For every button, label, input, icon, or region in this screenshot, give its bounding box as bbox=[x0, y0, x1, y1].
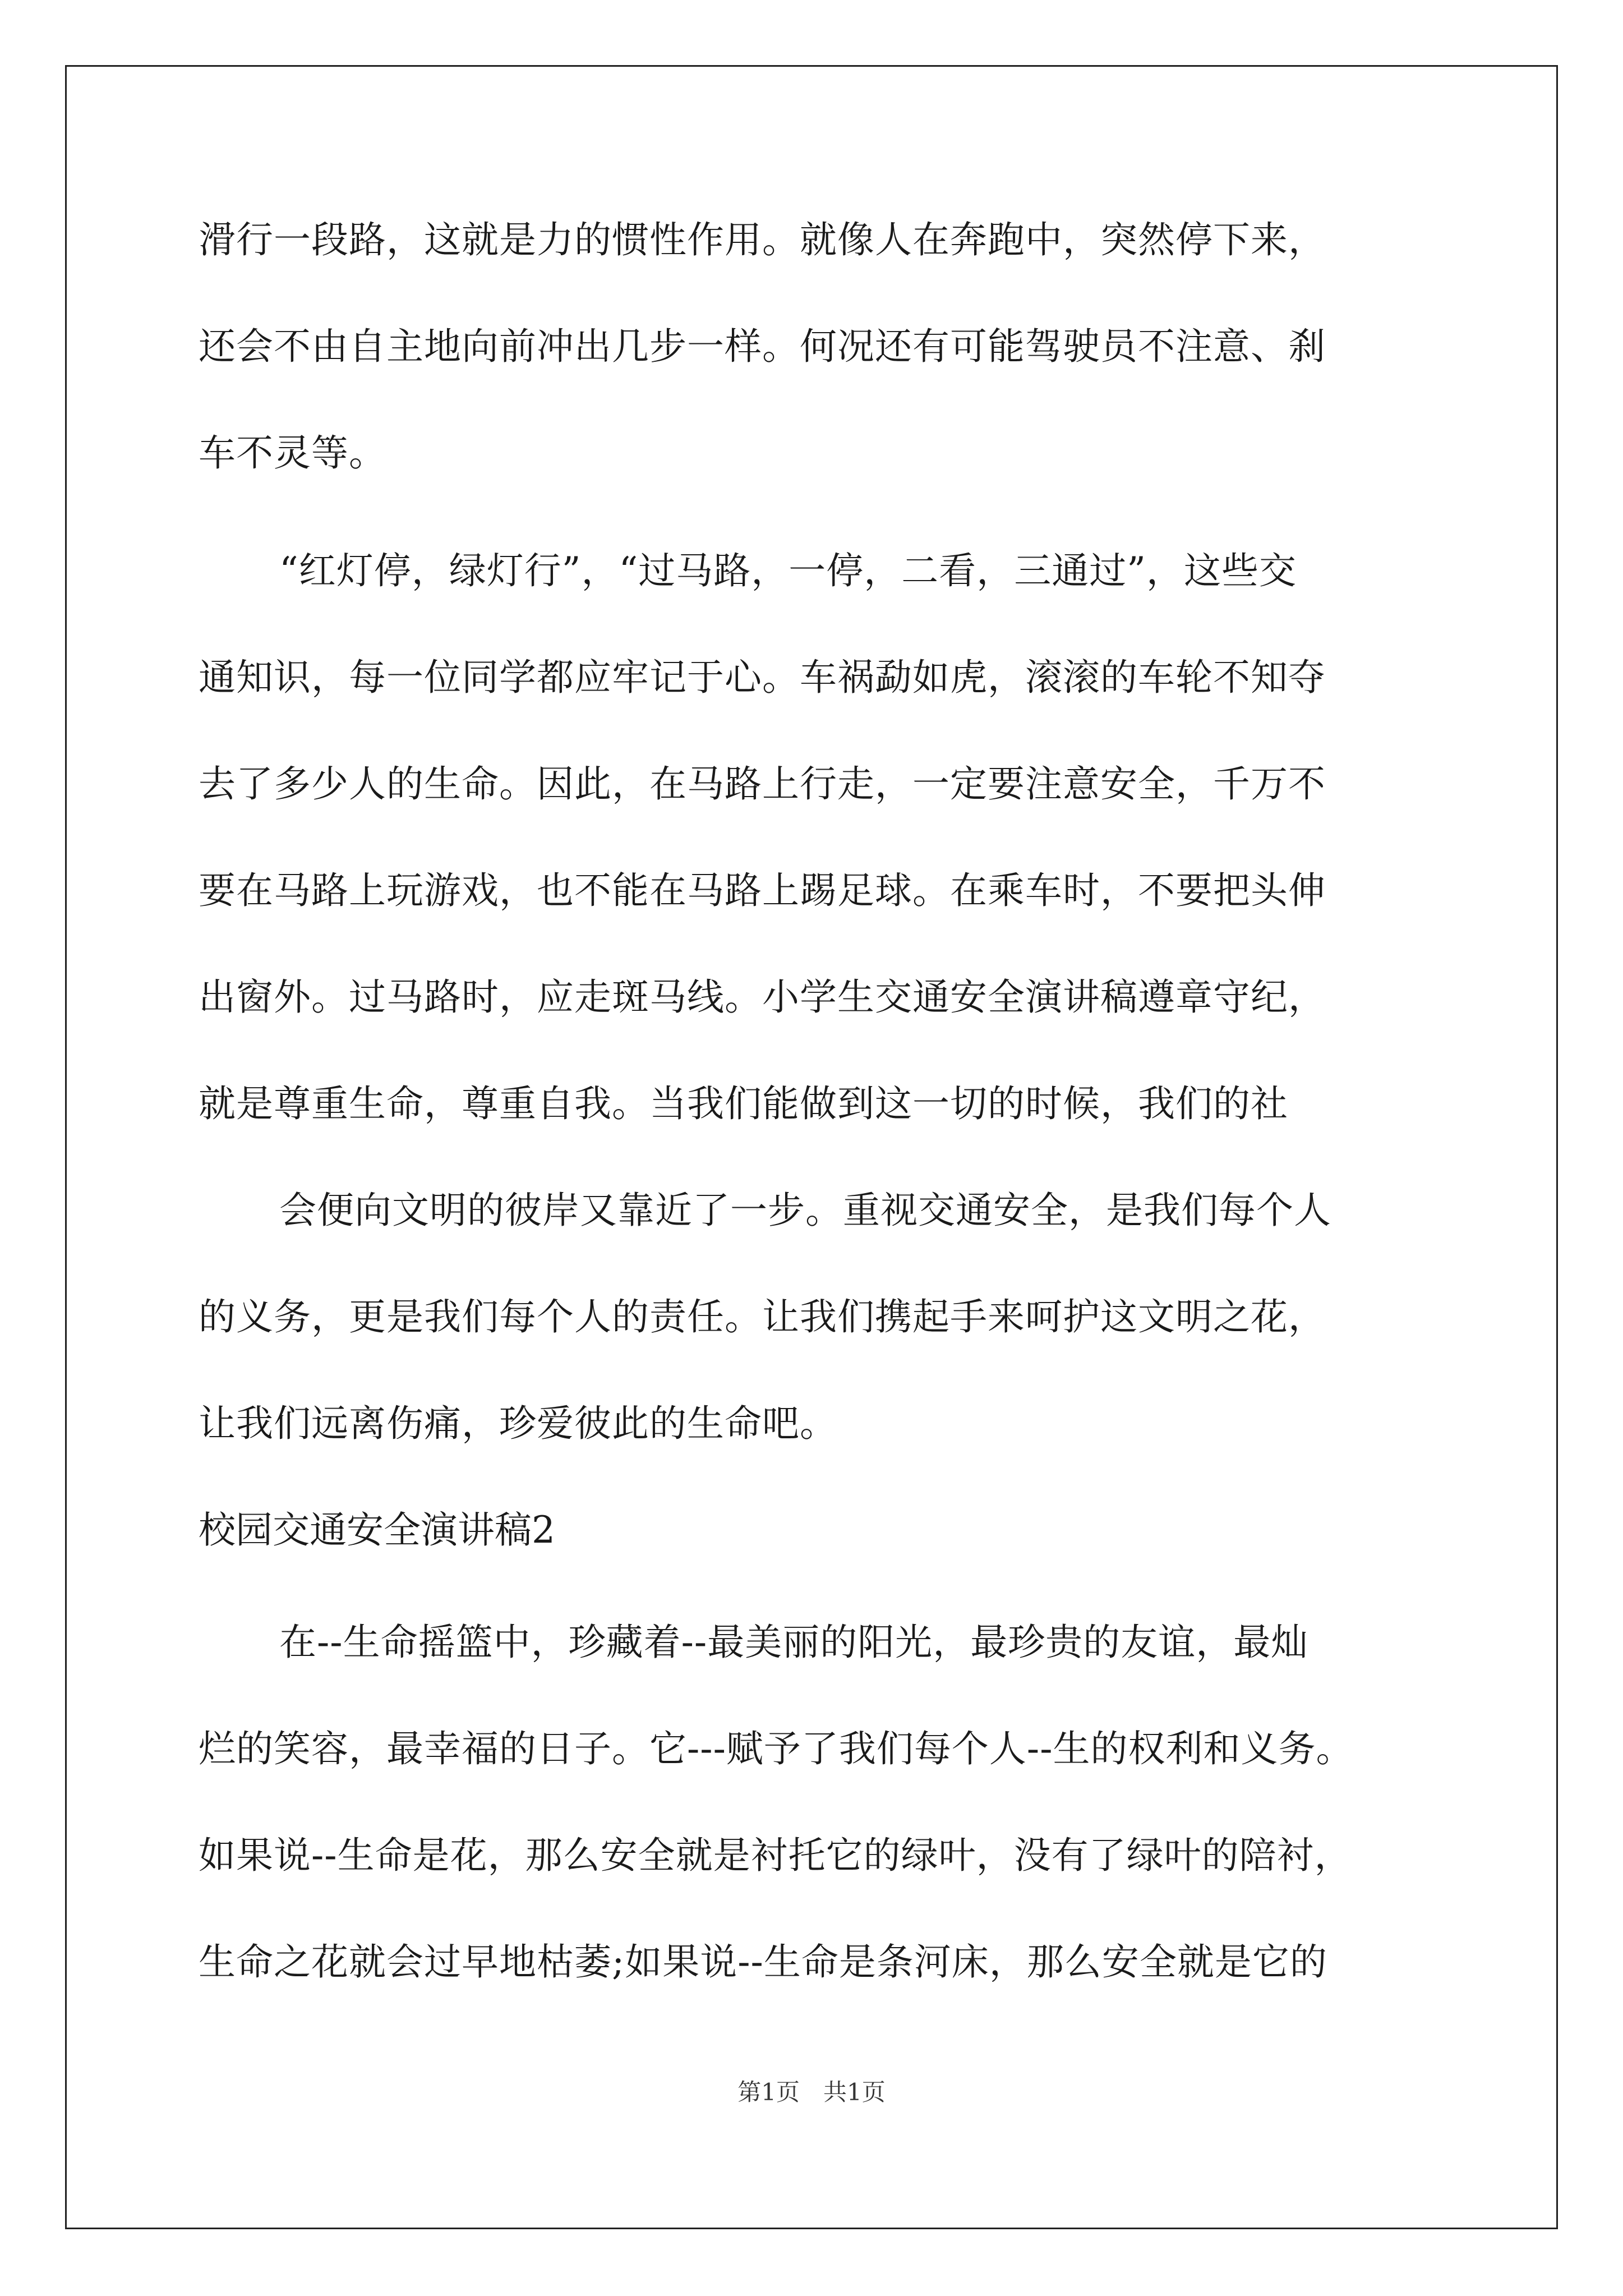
text-line: 生命之花就会过早地枯萎;如果说--生命是条河床，那么安全就是它的 bbox=[199, 1940, 1327, 1984]
page-footer: 第1页 共1页 bbox=[737, 2078, 886, 2106]
text-line: 如果说--生命是花，那么安全就是衬托它的绿叶，没有了绿叶的陪衬， bbox=[199, 1834, 1352, 1877]
text-line: 还会不由自主地向前冲出几步一样。何况还有可能驾驶员不注意、刹 bbox=[199, 325, 1326, 368]
text-line: 去了多少人的生命。因此，在马路上行走，一定要注意安全，千万不 bbox=[199, 762, 1326, 806]
text-line: 在--生命摇篮中，珍藏着--最美丽的阳光，最珍贵的友谊，最灿 bbox=[279, 1621, 1309, 1664]
text-line: 就是尊重生命，尊重自我。当我们能做到这一切的时候，我们的社 bbox=[199, 1082, 1288, 1125]
text-line: “红灯停，绿灯行”，“过马路，一停，二看，三通过”，这些交 bbox=[279, 549, 1297, 592]
text-line: 车不灵等。 bbox=[199, 431, 386, 475]
text-line: 出窗外。过马路时，应走斑马线。小学生交通安全演讲稿遵章守纪， bbox=[199, 976, 1326, 1019]
text-line: 滑行一段路，这就是力的惯性作用。就像人在奔跑中，突然停下来， bbox=[199, 218, 1326, 261]
section-heading: 校园交通安全演讲稿2 bbox=[199, 1508, 555, 1552]
page-border bbox=[65, 65, 1558, 2229]
text-line: 通知识，每一位同学都应牢记于心。车祸勐如虎，滚滚的车轮不知夺 bbox=[199, 656, 1326, 699]
text-line: 烂的笑容，最幸福的日子。它---赋予了我们每个人--生的权利和义务。 bbox=[199, 1727, 1354, 1770]
text-line: 的义务，更是我们每个人的责任。让我们携起手来呵护这文明之花， bbox=[199, 1295, 1326, 1338]
text-line: 要在马路上玩游戏，也不能在马路上踢足球。在乘车时，不要把头伸 bbox=[199, 869, 1326, 912]
text-line: 会便向文明的彼岸又靠近了一步。重视交通安全，是我们每个人 bbox=[279, 1189, 1331, 1232]
text-line: 让我们远离伤痛，珍爱彼此的生命吧。 bbox=[199, 1402, 837, 1445]
